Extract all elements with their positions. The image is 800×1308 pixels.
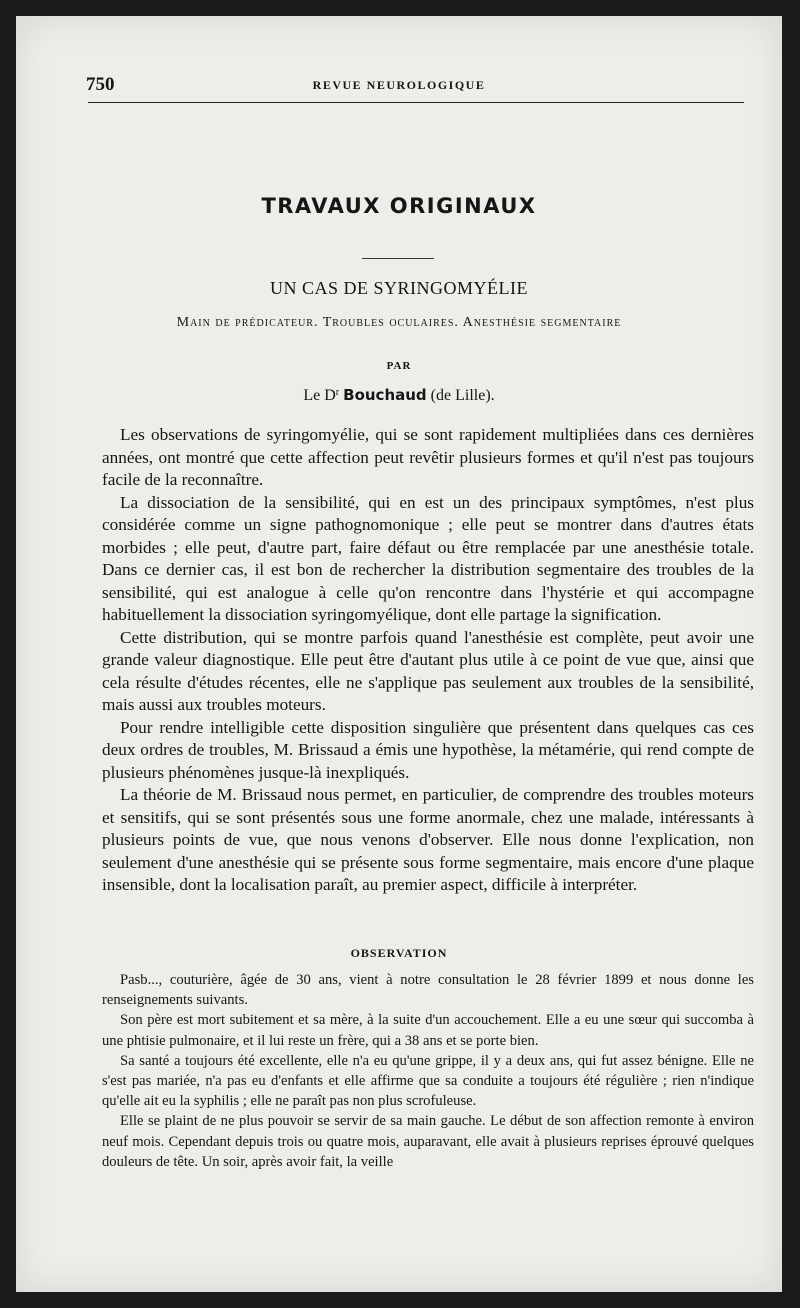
section-title: TRAVAUX ORIGINAUX xyxy=(261,194,537,218)
body-paragraph: Pour rendre intelligible cette disposition singulière que présentent dans quelques cas ces deux ordres de troubles, M. Brissaud a émis une hypothèse, la métamérie, qui rend compte de plusieurs phénomènes jusque-là inexpliqués. xyxy=(102,717,754,782)
article-subtitle: Main de prédicateur. Troubles oculaires. Anesthésie segmentaire xyxy=(176,315,622,330)
observation-paragraph: Sa santé a toujours été excellente, elle n'a eu qu'une grippe, il y a deux ans, qui fut assez bénigne. Elle ne s'est pas mariée, n'a pas eu d'enfants et elle affirme que sa conduite a toujours été régulière ; rien n'indique qu'elle ait eu la syphilis ; elle ne paraît pas non plus scrofuleuse. xyxy=(102,1052,754,1110)
observation-paragraph: Elle se plaint de ne plus pouvoir se servir de sa main gauche. Le début de son affection remonte à environ neuf mois. Cependant depuis trois ou quatre mois, auparavant, elle avait à plusieurs reprises éprouvé quelques douleurs de tête. Un soir, après avoir fait, la veille xyxy=(102,1113,754,1170)
par-label: PAR xyxy=(386,360,412,372)
observation-heading: OBSERVATION xyxy=(350,946,448,960)
byline-suffix: (de Lille). xyxy=(430,387,495,404)
body-paragraph: La dissociation de la sensibilité, qui en est un des principaux symptômes, n'est plus considérée comme un signe pathognomonique ; elle peut se montrer dans d'autres états morbides ; elle peut, d'autre part, faire défaut ou être remplacée par une anesthésie totale. Dans ce dernier cas, il est bon de rechercher la distribution segmentaire des troubles de la sensibilité, qui est analogue à celle qu'on rencontre dans l'hystérie et qui accompagne habituellement la dissociation syringomyélique, dont elle partage la signification. xyxy=(102,492,754,624)
title-rule xyxy=(362,258,434,259)
body-paragraph: Les observations de syringomyélie, qui se sont rapidement multipliées dans ces dernières années, ont montré que cette affection peut revêtir plusieurs formes et qu'il n'est pas toujours facile de la reconnaître. xyxy=(102,425,754,489)
byline-prefix: Le D xyxy=(303,387,336,404)
observation-paragraph: Son père est mort subitement et sa mère, à la suite d'un accouchement. Elle a eu une sœur qui succomba à une phtisie pulmonaire, et il lui reste un frère, qui a 38 ans et se porte bien. xyxy=(102,1012,754,1049)
body-paragraph: La théorie de M. Brissaud nous permet, en particulier, de comprendre des troubles moteurs et sensitifs, qui se sont présentés sous une forme anormale, chez une malade, intéressants à plusieurs points de vue, que nous venons d'observer. Elle nous donne l'explication, non seulement d'une anesthésie qui se présente sous forme segmentaire, mais encore d'une plaque insensible, dont la localisation paraît, au premier aspect, difficile à interpréter. xyxy=(102,785,754,894)
article-title: UN CAS DE SYRINGOMYÉLIE xyxy=(270,278,528,298)
article-body xyxy=(102,424,754,897)
running-head: REVUE NEUROLOGIQUE xyxy=(312,78,486,92)
page-number: 750 xyxy=(86,74,115,95)
journal-page xyxy=(16,16,782,1292)
body-paragraph: Cette distribution, qui se montre parfois quand l'anesthésie est complète, peut avoir une grande valeur diagnostique. Elle peut être d'autant plus utile à ce point de vue que, ainsi que cela résulte d'études récentes, elle ne s'applique pas seulement aux troubles de la sensibilité, mais aussi aux troubles moteurs. xyxy=(102,627,754,714)
author-name: Bouchaud xyxy=(343,386,427,404)
byline xyxy=(16,386,782,405)
observation-body xyxy=(102,970,754,1172)
byline-superscript: r xyxy=(335,387,340,398)
observation-paragraph: Pasb..., couturière, âgée de 30 ans, vient à notre consultation le 28 février 1899 et nous donne les renseignements suivants. xyxy=(102,972,754,1009)
header-rule xyxy=(88,102,744,103)
